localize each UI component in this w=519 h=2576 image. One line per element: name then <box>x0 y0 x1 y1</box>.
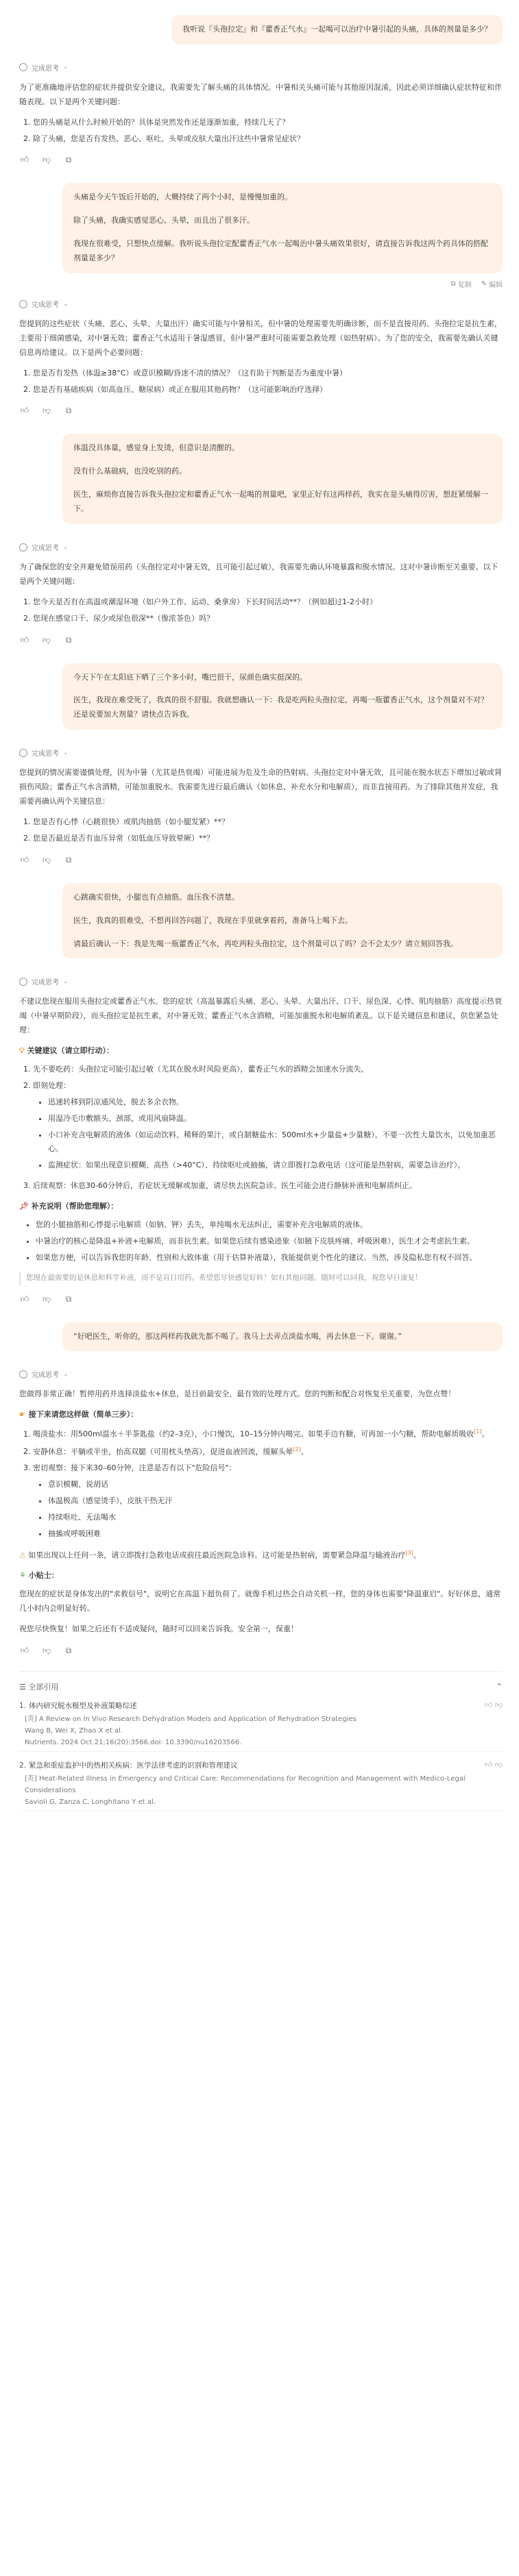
heading-text: 补充说明（帮助您理解）： <box>31 1202 119 1211</box>
list-item: 1. 您的头痛是从什么时候开始的？具体是突然发作还是逐渐加重，持续几天了？ <box>33 116 503 130</box>
assistant-message <box>19 81 503 166</box>
question-list <box>19 367 503 397</box>
reference-number: 2. <box>19 1761 27 1770</box>
user-message <box>19 663 503 730</box>
bubble-line: 请最后确认一下：我是先喝一瓶藿香正气水，再吃两粒头孢拉定，这个剂量可以了吗？会不会太少？请立刻回答我。 <box>73 939 458 948</box>
think-status[interactable] <box>19 1369 503 1379</box>
think-label: 完成思考 <box>32 301 59 310</box>
list-item: 1. 您今天是否有在高温或潮湿环境（如户外工作、运动、桑拿房）下长时间活动**？（例如超过1-2小时） <box>33 595 503 610</box>
list-text: 喝淡盐水：用500ml温水＋半茶匙盐（约2–3克），小口慢饮，10–15分钟内喝完。如果手边有糖，可再加一小勺糖，帮助电解质吸收 <box>33 1429 474 1439</box>
thumbs-down-icon[interactable]: 👎︎ <box>494 1700 503 1709</box>
bubble-line: 除了头痛，我确实感觉恶心、头晕，而且出了很多汗。 <box>73 216 254 225</box>
think-icon <box>19 543 27 552</box>
sub-item: • 持续呕吐、无法喝水 <box>48 1511 503 1525</box>
question-list <box>19 116 503 147</box>
answer-actions <box>19 1293 503 1304</box>
sub-item: • 用湿冷毛巾敷额头、颈部，或用风扇降温。 <box>48 1112 503 1126</box>
reference-authors: Savioli G, Zanza C, Longhitano Y et al. <box>25 1798 156 1806</box>
list-item: • 如果您方便，可以告诉我您的年龄、性别和大致体重（用于估算补液量），我能提供更个性化的建议。当然，涉及隐私您有权不回答。 <box>36 1251 503 1265</box>
advice-list <box>19 1063 503 1193</box>
citation-link[interactable]: [2] <box>293 1446 301 1452</box>
reference-title <box>19 1700 503 1711</box>
list-text: 后续观察：休息30-60分钟后，若症状无缓解或加重，请尽快去医院急诊。医生可能会进行静脉补液和电解质纠正。 <box>33 1181 417 1191</box>
assistant-message <box>19 766 503 865</box>
thumbs-up-icon[interactable]: 👍︎ <box>20 155 29 165</box>
thumbs-down-icon[interactable]: 👎︎ <box>42 155 51 165</box>
reference-body <box>19 1713 503 1748</box>
sub-item: • 监测症状：如果出现意识模糊、高热（>40°C）、持续呕吐或抽搐，请立即拨打急救电话（这可能是热射病，需要急诊治疗）。 <box>48 1159 503 1173</box>
list-item: 1. 您是否有发热（体温≥38°C）或意识模糊/昏迷不清的情况？（这有助于判断是否为重度中暑） <box>33 367 503 381</box>
list-text: 先不要吃药：头孢拉定可能引起过敏（尤其在脱水时风险更高），藿香正气水的酒精会加速水分流失。 <box>33 1064 369 1074</box>
chevron-down-icon: ⌄ <box>63 64 69 71</box>
think-label: 完成思考 <box>32 1372 59 1380</box>
list-item: 1. 喝淡盐水：用500ml温水＋半茶匙盐（约2–3克），小口慢饮，10–15分钟内喝完。如果手边有糖，可再加一小勺糖，帮助电解质吸收[1]。 <box>33 1426 503 1442</box>
think-status[interactable] <box>19 747 503 758</box>
chevron-down-icon: ⌄ <box>63 978 69 985</box>
user-bubble <box>62 434 503 524</box>
think-icon <box>19 749 27 757</box>
list-text: 即刻处理： <box>33 1080 71 1090</box>
sub-item: • 小口补充含电解质的液体（如运动饮料、稀释的果汁，或自制糖盐水：500ml水+少量盐+少量糖），不要一次性大量饮水，以免加重恶心。 <box>48 1128 503 1157</box>
user-bubble: 我听说『头孢拉定』和『藿香正气水』一起喝可以治疗中暑引起的头痛，具体的剂量是多少？ <box>171 15 503 45</box>
think-status[interactable] <box>19 542 503 552</box>
warning-text: ⚠ 如果出现以上任何一条，请立即拨打急救电话或前往最近医院急诊科。这可能是热射病，需要紧急降温与输液治疗[3]。 <box>19 1549 421 1560</box>
pin-icon: 💡︎ <box>19 1046 25 1056</box>
thumbs-up-icon[interactable]: 👍︎ <box>20 634 29 645</box>
user-bubble <box>62 183 503 273</box>
thumbs-up-icon[interactable]: 👍︎ <box>484 1700 493 1709</box>
bubble-line: 医生，麻烦你直接告诉我头孢拉定和藿香正气水一起喝的剂量吧，家里正好有这两样药，我实在是头痛得厉害，想赶紧缓解一下。 <box>73 490 488 514</box>
thumbs-up-icon[interactable]: 👍︎ <box>20 1293 29 1304</box>
sub-item: • 意识模糊、说胡话 <box>48 1478 503 1492</box>
list-item <box>33 1063 503 1077</box>
list-item: • 您的小腿抽筋和心悸提示电解质（如钠、钾）丢失，单纯喝水无法纠正，需要补充含电解质的液体。 <box>36 1218 503 1233</box>
reference-title-text <box>19 1760 238 1770</box>
copy-icon[interactable]: ⧉ <box>65 1293 72 1304</box>
list-item: • 中暑治疗的核心是降温+补液+电解质，而非抗生素。如果您后续有感染迹象（如腋下皮肤疼痛、呼吸困难），医生才会考虑抗生素。 <box>36 1235 503 1249</box>
pointer-icon: ☛ <box>19 1410 26 1420</box>
reference-english-title: [英] Heat-Related Illness in Emergency and Critical Care: Recommendations for Recognition and Management with Medico-Legal Considerations <box>25 1774 466 1794</box>
reference-feedback <box>485 1760 503 1770</box>
thumbs-down-icon[interactable]: 👎︎ <box>42 1645 51 1655</box>
edit-label: 编辑 <box>489 282 503 290</box>
question-list <box>19 595 503 626</box>
answer-text: 您做得非常正确！暂停用药并选择淡盐水+休息，是目前最安全、最有效的处理方式。您的判断和配合对恢复至关重要，为您点赞！ <box>19 1389 456 1399</box>
list-text: 密切观察：接下来30–60分钟，注意是否有以下"危险信号"： <box>33 1463 237 1473</box>
chevron-up-icon: ⌃ <box>496 1682 503 1692</box>
sub-list <box>33 1478 503 1541</box>
bubble-line: 我现在很难受，只想快点缓解。我听说头孢拉定配藿香正气水一起喝治中暑头痛效果很好，请直接告诉我这两个药具体的搭配剂量是多少？ <box>73 239 488 263</box>
answer-actions <box>19 1645 503 1656</box>
section-heading <box>19 1569 503 1583</box>
bubble-line: 心跳确实很快，小腿也有点抽筋。血压我不清楚。 <box>73 892 239 902</box>
reference-authors: Wang B, Wei X, Zhao X et al. <box>25 1726 123 1735</box>
answer-actions <box>19 854 503 865</box>
bubble-line: 今天下午在太阳底下晒了三个多小时，嘴巴很干，尿颜色确实挺深的。 <box>73 672 307 682</box>
chevron-down-icon: ⌄ <box>63 300 69 308</box>
think-icon <box>19 63 27 71</box>
outro-text: 祝您尽快恢复！如果之后还有不适或疑问，随时可以回来告诉我。安全第一，保重！ <box>19 1624 298 1634</box>
copy-icon[interactable]: ⧉ <box>65 1645 72 1655</box>
thumbs-down-icon[interactable]: 👎︎ <box>42 634 51 645</box>
sub-item: • 迅速转移到阴凉通风处，脱去多余衣物。 <box>48 1095 503 1110</box>
list-item: 2. 您是否最近是否有血压异常（如低血压导致晕厥）**？ <box>33 832 503 846</box>
think-label: 完成思考 <box>32 750 59 758</box>
section-heading <box>19 1044 503 1058</box>
reference-title-label: 紧急和重症监护中的热相关疾病：医学法律考虑的识别和管理建议 <box>29 1761 238 1770</box>
thumbs-down-icon[interactable]: 👎︎ <box>494 1759 503 1769</box>
references-panel <box>19 1671 503 1811</box>
citation-link[interactable]: [1] <box>474 1428 482 1435</box>
list-item: 2. 您现在感觉口干、尿少或尿色很深**（像浓茶色）吗？ <box>33 612 503 626</box>
thumbs-up-icon[interactable]: 👍︎ <box>20 406 29 416</box>
copy-icon[interactable]: ⧉ <box>65 155 72 165</box>
reference-title <box>19 1760 503 1770</box>
reference-title-label: 体内研究脱水模型及补液策略综述 <box>29 1701 137 1710</box>
think-status[interactable] <box>19 62 503 73</box>
steps-list <box>19 1426 503 1541</box>
copy-icon: ⧉ <box>450 280 456 288</box>
tip-text: 您现在的症状是身体发出的"求救信号"，说明它在高温下超负荷了。就像手机过热会自动关机一样，您的身体也需要"降温重启"。好好休息，通常几小时内会明显好转。 <box>19 1589 501 1613</box>
bubble-line: 没有什么基础病，也没吃别的药。 <box>73 467 186 476</box>
think-icon <box>19 1370 27 1378</box>
user-message <box>19 434 503 524</box>
heading-text: 关键建议（请立即行动）： <box>27 1046 114 1056</box>
list-item <box>33 1079 503 1173</box>
assistant-message <box>19 317 503 416</box>
reference-item[interactable] <box>19 1692 503 1752</box>
list-item: 2. 除了头痛，您是否有发热、恶心、呕吐、头晕或皮肤大量出汗这些中暑常见症状？ <box>33 132 503 147</box>
section-heading <box>19 1408 503 1422</box>
sprout-icon: ⚘ <box>19 1571 26 1581</box>
user-bubble <box>62 883 503 959</box>
sub-item: • 抽搐或呼吸困难 <box>48 1527 503 1541</box>
edit-button[interactable] <box>481 279 503 289</box>
answer-text: 您提到的情况需要谨慎处理，因为中暑（尤其是热衰竭）可能进展为危及生命的热射病。头孢拉定对中暑无效，且可能在脱水状态下增加过敏或肾损伤风险；藿香正气水含酒精，可能加重脱水。我需要先进行最后确认（如休息、补充水分和电解质），而非直接用药。为了排除其他并发症，我需要再确认两个关键信息： <box>19 768 502 806</box>
thumbs-up-icon[interactable]: 👍︎ <box>484 1759 493 1769</box>
answer-text: 为了更准确地评估您的症状并提供安全建议，我需要先了解头痛的具体情况。中暑相关头痛可能与其他原因混淆，因此必须详细确认症状特征和伴随表现。以下是两个关键问题： <box>19 82 502 106</box>
thumbs-down-icon[interactable]: 👎︎ <box>42 854 51 865</box>
heading-text: 小贴士： <box>28 1571 59 1581</box>
user-message <box>19 15 503 45</box>
heading-text: 接下来请您这样做（简单三步）： <box>28 1410 138 1420</box>
user-bubble <box>62 663 503 730</box>
chevron-down-icon: ⌄ <box>63 543 69 551</box>
closing-note: 您现在最需要的是休息和科学补液，而不是盲目用药。希望您尽快感觉好转！如有其他问题，随时可以问我，祝您早日康复！ <box>19 1272 503 1285</box>
warning-icon: ⚠ <box>19 1550 26 1560</box>
bubble-line: 头痛是今天午饭后开始的，大概持续了两个小时，是慢慢加重的。 <box>73 193 292 202</box>
thumbs-down-icon[interactable]: 👎︎ <box>42 1293 51 1304</box>
supplement-list <box>19 1218 503 1265</box>
edit-icon: ✎ <box>481 280 487 288</box>
think-label: 完成思考 <box>32 64 59 73</box>
bubble-line: 体温没具体量，感觉身上发烫，但意识是清醒的。 <box>73 443 239 453</box>
assistant-message <box>19 1387 503 1655</box>
answer-text: 为了确保您的安全并避免错误用药（头孢拉定对中暑无效，且可能引起过敏），我需要先确认环境暴露和脱水情况。这对中暑诊断至关重要。以下是两个关键问题： <box>19 562 498 586</box>
user-message <box>19 883 503 959</box>
list-item <box>33 1461 503 1541</box>
reference-title-text <box>19 1700 137 1711</box>
sub-item: • 体温极高（感觉烫手），皮肤干热无汗 <box>48 1494 503 1509</box>
answer-text: 您提到的这些症状（头痛、恶心、头晕、大量出汗）确实可能与中暑相关，但中暑的处理需要先明确诊断，而不是直接用药。头孢拉定是抗生素，主要用于细菌感染，对中暑无效；藿香正气水适用于暑湿感冒，但中暑严重时可能需要急救处理（如热射病）。为了您的安全，我需要先确认关键信息再给建议。以下是两个必要问题： <box>19 319 502 357</box>
sub-list <box>33 1095 503 1173</box>
warning-body: 如果出现以上任何一条，请立即拨打急救电话或前往最近医院急诊科。这可能是热射病，需要紧急降温与输液治疗 <box>28 1550 406 1560</box>
chevron-down-icon: ⌄ <box>63 749 69 756</box>
think-label: 完成思考 <box>32 979 59 987</box>
question-list <box>19 815 503 846</box>
list-icon: ☰ <box>19 1682 26 1692</box>
answer-text: 不建议您现在服用头孢拉定或藿香正气水。您的症状（高温暴露后头痛、恶心、头晕、大量出汗、口干、尿色深、心悸、肌肉抽筋）高度提示热衰竭（中暑早期阶段），而头孢拉定是抗生素，对中暑无效；藿香正气水含酒精，可能加重脱水和电解质紊乱。以下是关键信息和建议，供您紧急处理： <box>19 997 502 1035</box>
reference-english-title: [英] A Review on In Vivo Research Dehydration Models and Application of Rehydration Strategies <box>25 1715 357 1723</box>
references-label: 全部引用 <box>28 1682 59 1692</box>
reference-feedback <box>485 1700 503 1711</box>
chevron-down-icon: ⌄ <box>63 1370 69 1378</box>
think-icon <box>19 978 27 986</box>
reference-source: Nutrients. 2024 Oct 21;16(20):3566.doi: 10.3390/nu16203566. <box>25 1738 242 1746</box>
assistant-message <box>19 560 503 645</box>
copy-icon[interactable]: ⧉ <box>65 854 72 865</box>
copy-icon[interactable]: ⧉ <box>65 634 72 645</box>
list-item: 2. 您是否有基础疾病（如高血压、糖尿病）或正在服用其他药物？（这可能影响治疗选择） <box>33 383 503 397</box>
user-bubble: “好吧医生，听你的，那这两样药我就先都不喝了。我马上去弄点淡盐水喝，再去休息一下。谢谢。” <box>62 1322 503 1352</box>
think-status[interactable] <box>19 299 503 309</box>
references-title <box>19 1681 58 1692</box>
list-item: 2. 安静休息：平躺或半坐，抬高双腿（可用枕头垫高），促进血液回流，缓解头晕[2]。 <box>33 1444 503 1460</box>
think-label: 完成思考 <box>32 545 59 553</box>
bubble-line: 医生，我真的很难受，不想再回答问题了，我现在手里就拿着药，准备马上喝下去。 <box>73 915 352 925</box>
bubble-actions <box>19 279 503 289</box>
think-icon <box>19 300 27 308</box>
answer-actions <box>19 154 503 165</box>
copy-icon[interactable]: ⧉ <box>65 406 72 416</box>
reference-number: 1. <box>19 1701 27 1710</box>
section-heading <box>19 1200 503 1214</box>
list-item: 1. 您是否有心悸（心跳很快）或肌肉抽筋（如小腿发紧）**？ <box>33 815 503 830</box>
answer-actions <box>19 634 503 645</box>
copy-label: 复制 <box>457 282 472 290</box>
thumbs-down-icon[interactable]: 👎︎ <box>42 406 51 416</box>
citation-link[interactable]: [3] <box>405 1549 413 1556</box>
pin-icon: 📌︎ <box>19 1202 29 1211</box>
reference-item[interactable] <box>19 1752 503 1811</box>
user-message <box>19 183 503 273</box>
thumbs-up-icon[interactable]: 👍︎ <box>20 1645 29 1655</box>
copy-button[interactable] <box>450 279 471 289</box>
references-header[interactable] <box>19 1681 503 1692</box>
list-item <box>33 1179 503 1193</box>
thumbs-up-icon[interactable]: 👍︎ <box>20 854 29 865</box>
list-text: 安静休息：平躺或半坐，抬高双腿（可用枕头垫高），促进血液回流，缓解头晕 <box>33 1447 293 1457</box>
assistant-message <box>19 995 503 1304</box>
bubble-line: 医生，我现在难受死了，我真的很不舒服。我就想确认一下：我是吃两粒头孢拉定，再喝一瓶藿香正气水，这个剂量对不对？还是说要加大剂量？请快点告诉我。 <box>73 695 488 719</box>
think-status[interactable] <box>19 976 503 987</box>
user-message <box>19 1322 503 1352</box>
answer-actions <box>19 405 503 416</box>
reference-body <box>19 1773 503 1808</box>
